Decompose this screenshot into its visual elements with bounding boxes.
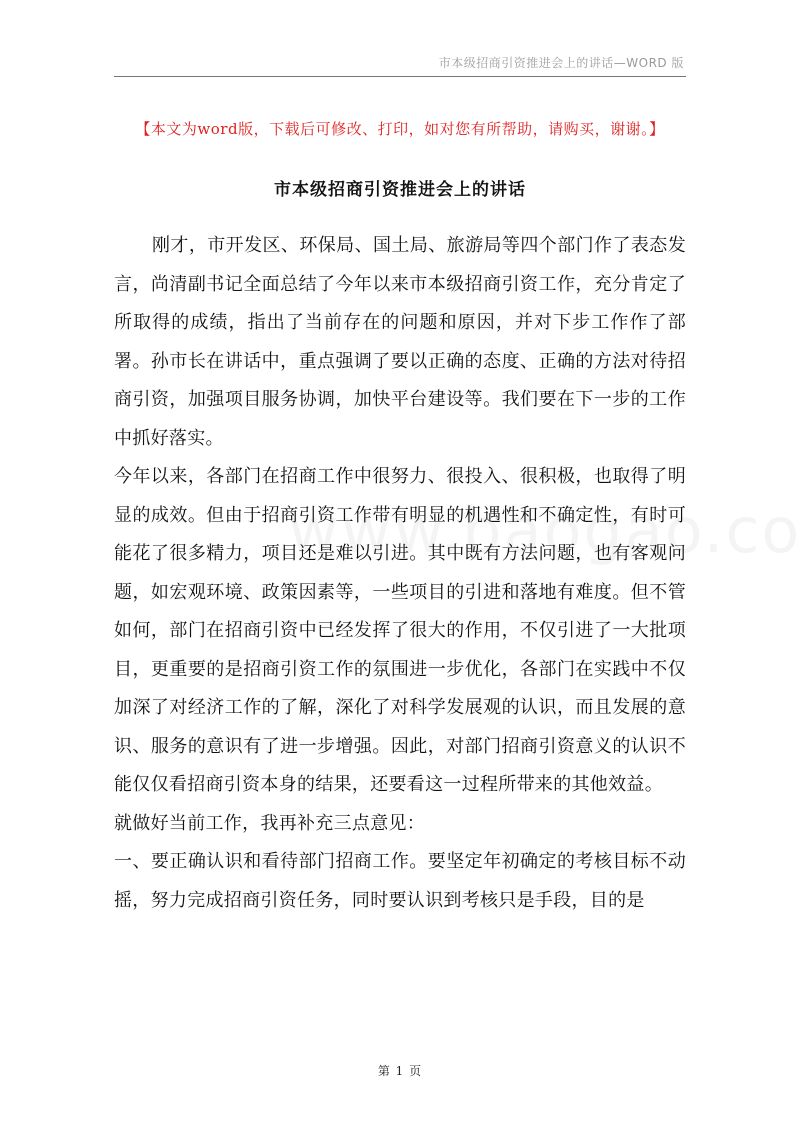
document-body xyxy=(114,227,686,920)
header-divider xyxy=(114,76,686,77)
page-number: 第 1 页 xyxy=(377,1064,423,1078)
document-title: 市本级招商引资推进会上的讲话 xyxy=(274,180,526,200)
paragraph-2: 今年以来，各部门在招商工作中很努力、很投入、很积极，也取得了明显的成效。但由于招商引资工作带有明显的机遇性和不确定性，有时可能花了很多精力，项目还是难以引进。其中既有方法问题，也有客观问题，如宏观环境、政策因素等，一些项目的引进和落地有难度。但不管如何，部门在招商引资中已经发挥了很大的作用，不仅引进了一大批项目，更重要的是招商引资工作的氛围进一步优化，各部门在实践中不仅加深了对经济工作的了解，深化了对科学发展观的认识，而且发展的意识、服务的意识有了进一步增强。因此，对部门招商引资意义的认识不能仅仅看招商引资本身的结果，还要看这一过程所带来的其他效益。 xyxy=(114,466,686,795)
running-header: 市本级招商引资推进会上的讲话—WORD 版 xyxy=(438,56,684,70)
paragraph-1: 刚才，市开发区、环保局、国土局、旅游局等四个部门作了表态发言，尚清副书记全面总结了今年以来市本级招商引资工作，充分肯定了所取得的成绩，指出了当前存在的问题和原因，并对下步工作作了部署。孙市长在讲话中，重点强调了要以正确的态度、正确的方法对待招商引资，加强项目服务协调，加快平台建设等。我们要在下一步的工作中抓好落实。 xyxy=(114,235,686,449)
paragraph-4: 一、要正确认识和看待部门招商工作。要坚定年初确定的考核目标不动摇，努力完成招商引资任务，同时要认识到考核只是手段，目的是 xyxy=(114,851,686,911)
paragraph-3: 就做好当前工作，我再补充三点意见： xyxy=(114,812,426,834)
download-notice: 【本文为word版，下载后可修改、打印，如对您有所帮助，请购买，谢谢。】 xyxy=(135,120,665,138)
